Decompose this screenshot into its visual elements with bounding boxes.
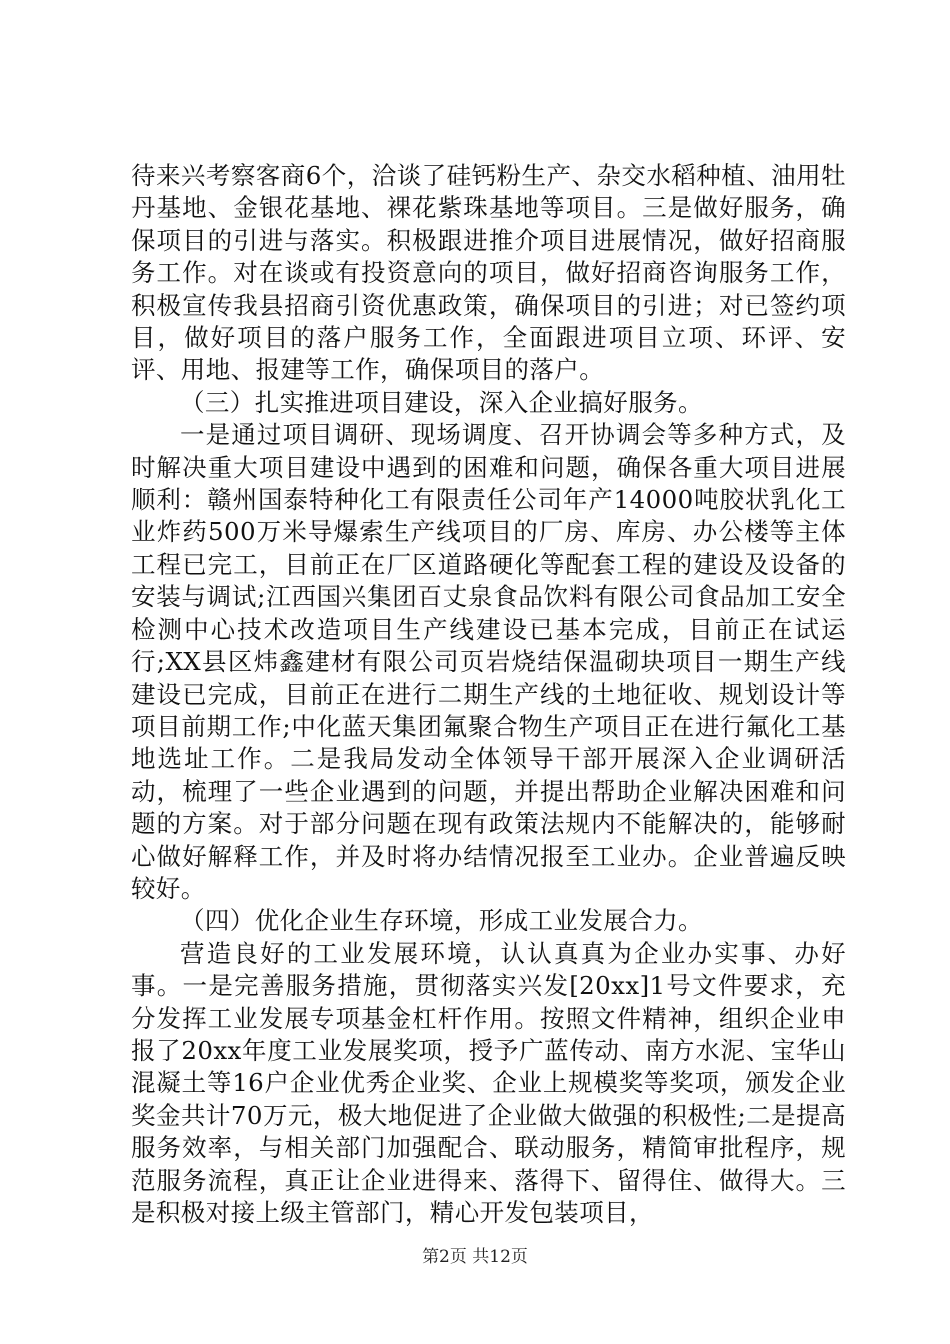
page-number-footer: 第2页 共12页: [422, 1247, 528, 1267]
section-heading-3: （三）扎实推进项目建设，深入企业搞好服务。: [180, 387, 703, 417]
document-body: [131, 160, 846, 1229]
section-heading-4: （四）优化企业生存环境，形成工业发展合力。: [180, 906, 703, 936]
paragraph-2: 一是通过项目调研、现场调度、召开协调会等多种方式，及时解决重大项目建设中遇到的困难和问题，确保各重大项目进展顺利：赣州国泰特种化工有限责任公司年产14000吨胶状乳化工业炸药500万米导爆索生产线项目的厂房、库房、办公楼等主体工程已完工，目前正在厂区道路硬化等配套工程的建设及设备的安装与调试;江西国兴集团百丈泉食品饮料有限公司食品加工安全检测中心技术改造项目生产线建设已基本完成，目前正在试运行;XX县区炜鑫建材有限公司页岩烧结保温砌块项目一期生产线建设已完成，目前正在进行二期生产线的土地征收、规划设计等项目前期工作;中化蓝天集团氟聚合物生产项目正在进行氟化工基地选址工作。二是我局发动全体领导干部开展深入企业调研活动，梳理了一些企业遇到的问题，并提出帮助企业解决困难和问题的方案。对于部分问题在现有政策法规内不能解决的，能够耐心做好解释工作，并及时将办结情况报至工业办。企业普遍反映较好。: [131, 420, 846, 903]
paragraph-1: 待来兴考察客商6个，洽谈了硅钙粉生产、杂交水稻种植、油用牡丹基地、金银花基地、裸花紫珠基地等项目。三是做好服务，确保项目的引进与落实。积极跟进推介项目进展情况，做好招商服务工作。对在谈或有投资意向的项目，做好招商咨询服务工作，积极宣传我县招商引资优惠政策，确保项目的引进；对已签约项目，做好项目的落户服务工作，全面跟进项目立项、环评、安评、用地、报建等工作，确保项目的落户。: [131, 161, 846, 385]
paragraph-3: 营造良好的工业发展环境，认认真真为企业办实事、办好事。一是完善服务措施，贯彻落实兴发[20xx]1号文件要求，充分发挥工业发展专项基金杠杆作用。按照文件精神，组织企业申报了20xx年度工业发展奖项，授予广蓝传动、南方水泥、宝华山混凝土等16户企业优秀企业奖、企业上规模奖等奖项，颁发企业奖金共计70万元，极大地促进了企业做大做强的积极性;二是提高服务效率，与相关部门加强配合、联动服务，精简审批程序，规范服务流程，真正让企业进得来、落得下、留得住、做得大。三是积极对接上级主管部门，精心开发包装项目，: [131, 938, 846, 1227]
